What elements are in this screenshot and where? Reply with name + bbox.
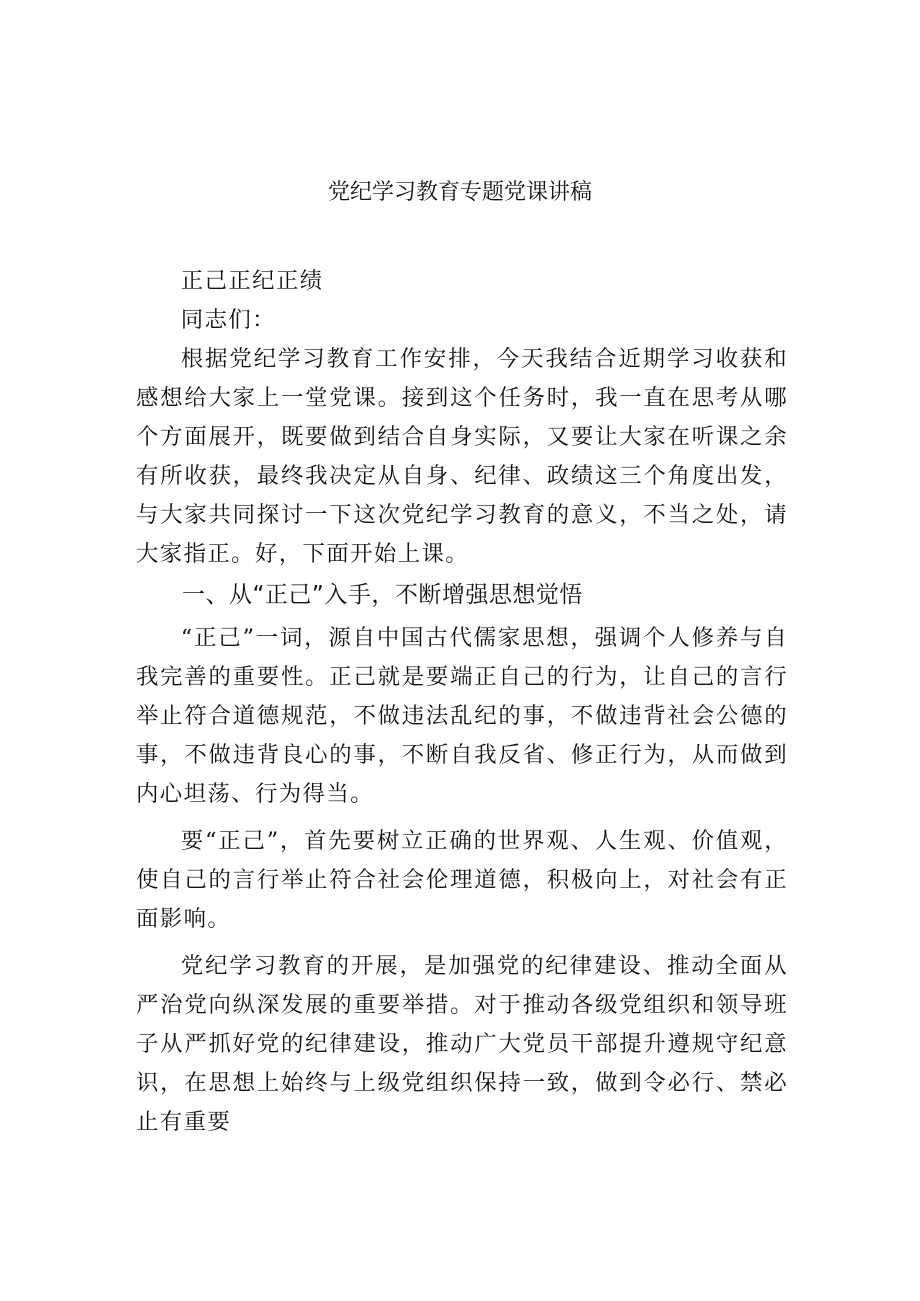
salutation: 同志们： <box>180 307 276 333</box>
document-subtitle: 正己正纪正绩 <box>180 268 324 294</box>
paragraph: “正己”一词，源自中国古代儒家思想，强调个人修养与自我完善的重要性。正己就是要端正自己的行为，让自己的言行举止符合道德规范，不做违法乱纪的事，不做违背社会公德的事，不做违背良心的事，不断自我反省、修正行为，从而做到内心坦荡、行为得当。 <box>136 625 788 807</box>
paragraph: 党纪学习教育的开展，是加强党的纪律建设、推动全面从严治党向纵深发展的重要举措。对于推动各级党组织和领导班子从严抓好党的纪律建设，推动广大党员干部提升遵规守纪意识，在思想上始终与上级党组织保持一致，做到令必行、禁必止有重要 <box>136 953 788 1135</box>
intro-paragraph: 根据党纪学习教育工作安排，今天我结合近期学习收获和感想给大家上一堂党课。接到这个任务时，我一直在思考从哪个方面展开，既要做到结合自身实际，又要让大家在听课之余有所收获，最终我决定从自身、纪律、政绩这三个角度出发，与大家共同探讨一下这次党纪学习教育的意义，不当之处，请大家指正。好，下面开始上课。 <box>136 346 788 567</box>
paragraph: 要“正己”，首先要树立正确的世界观、人生观、价值观，使自己的言行举止符合社会伦理道德，积极向上，对社会有正面影响。 <box>136 828 788 932</box>
document-body <box>136 262 788 1142</box>
document-title: 党纪学习教育专题党课讲稿 <box>327 180 592 205</box>
section-heading-1: 一、从“正己”入手，不断增强思想觉悟 <box>182 582 583 608</box>
